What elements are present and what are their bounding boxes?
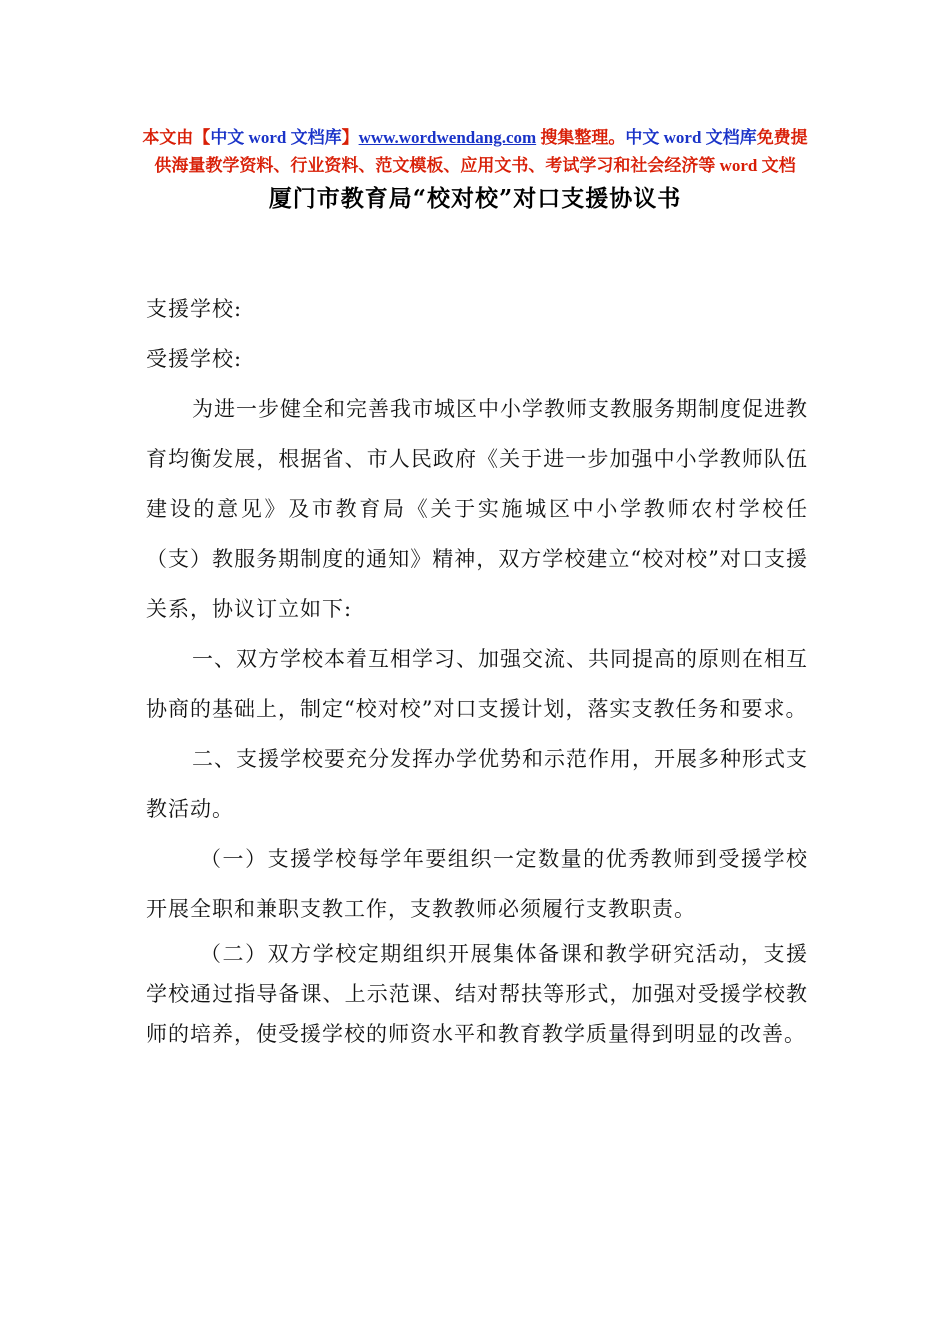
support-school-line: 支援学校:	[146, 297, 243, 321]
header-text: 本文由【	[142, 128, 211, 147]
header-site-name: 中文 word 文档库	[210, 128, 342, 147]
paragraph-2-2: （二）双方学校定期组织开展集体备课和教学研究活动，支援学校通过指导备课、上示范课、结对帮扶等形式，加强对受援学校教师的培养，使受援学校的师资水平和教育教学质量得到明显的改善。	[146, 942, 808, 1046]
header-site-name: 中文 word 文档库	[625, 128, 757, 147]
intro-paragraph: 为进一步健全和完善我市城区中小学教师支教服务期制度促进教育均衡发展，根据省、市人民政府《关于进一步加强中小学教师队伍建设的意见》及市教育局《关于实施城区中小学教师农村学校任（支）教服务期制度的通知》精神，双方学校建立“校对校”对口支援关系，协议订立如下:	[146, 397, 808, 621]
document-title: 厦门市教育局“校对校”对口支援协议书	[268, 185, 682, 212]
header-text: 免费提供海量教学资料、行业资料、范文模板、应用文书、考试学习和社会经济等 word 文档	[154, 128, 808, 175]
supported-school-line: 受援学校:	[146, 347, 243, 371]
header-text: 】	[341, 128, 359, 147]
source-header	[140, 124, 810, 180]
header-url-link[interactable]: www.wordwendang.com	[358, 128, 537, 147]
paragraph-2-1: （一）支援学校每学年要组织一定数量的优秀教师到受援学校开展全职和兼职支教工作，支教教师必须履行支教职责。	[146, 847, 808, 921]
header-text: 搜集整理。	[536, 128, 626, 147]
paragraph-2: 二、支援学校要充分发挥办学优势和示范作用，开展多种形式支教活动。	[146, 747, 808, 821]
paragraph-1: 一、双方学校本着互相学习、加强交流、共同提高的原则在相互协商的基础上，制定“校对校”对口支援计划，落实支教任务和要求。	[146, 647, 808, 721]
document-body	[146, 284, 808, 1054]
